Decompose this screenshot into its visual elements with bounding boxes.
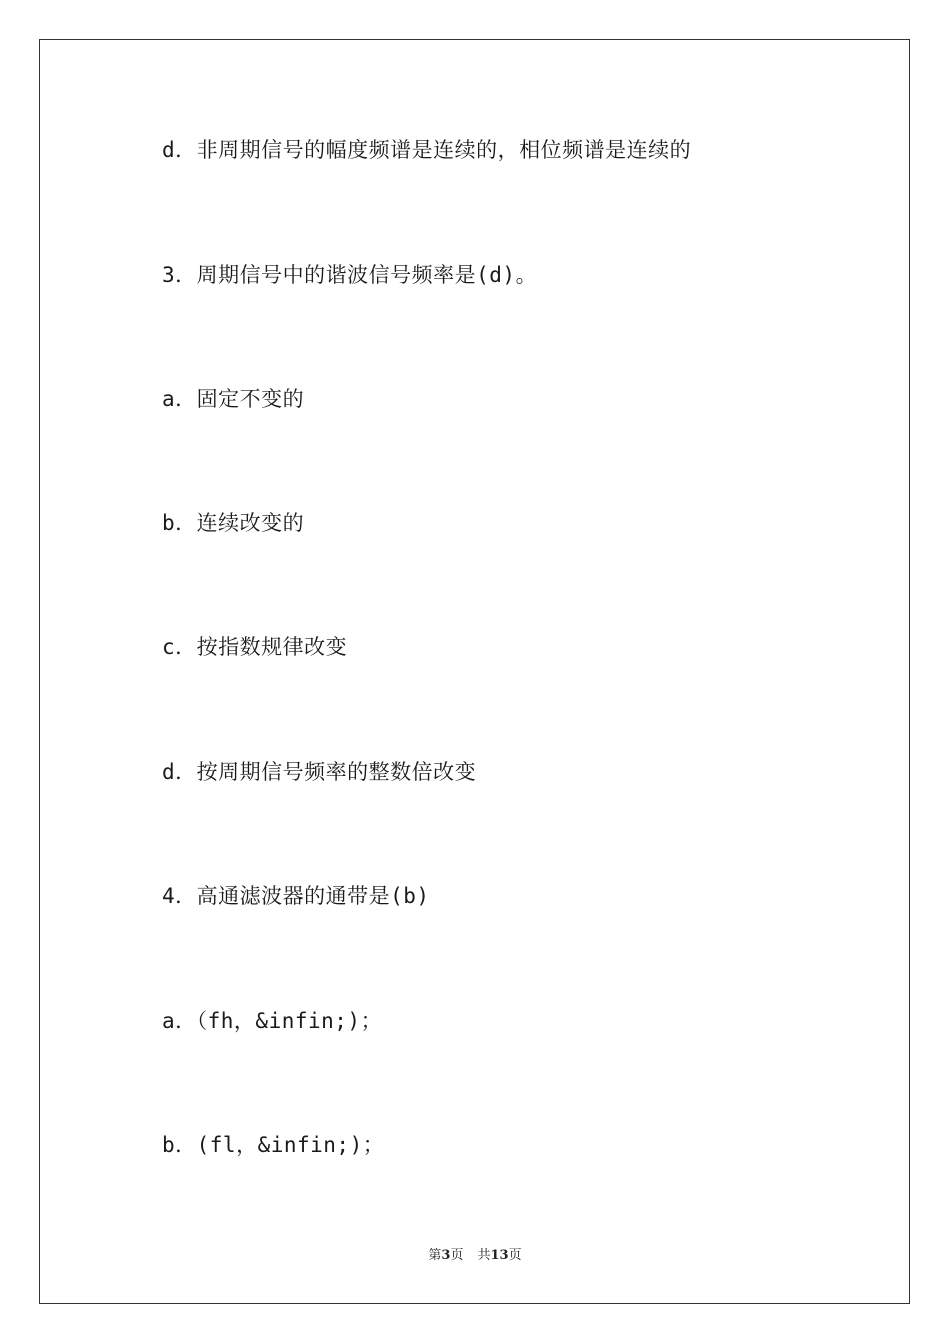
option-b-line: b．(fl，&infin;)；: [162, 1133, 385, 1157]
option-a-line: a．固定不变的: [162, 387, 305, 411]
total-prefix: 共: [477, 1248, 491, 1263]
page-suffix: 页: [450, 1248, 464, 1263]
option-c-line: c．按指数规律改变: [162, 635, 348, 659]
question-4-line: 4．高通滤波器的通带是(b): [162, 884, 430, 908]
option-d-line: d．非周期信号的幅度频谱是连续的，相位频谱是连续的: [162, 138, 692, 162]
question-3-line: 3．周期信号中的谐波信号频率是(d)。: [162, 263, 538, 287]
total-pages: 13: [490, 1248, 509, 1263]
option-b-line: b．连续改变的: [162, 511, 305, 535]
page-border: [39, 39, 910, 1304]
total-suffix: 页: [508, 1248, 522, 1263]
option-d-line: d．按周期信号频率的整数倍改变: [162, 760, 477, 784]
page-footer: [0, 1248, 950, 1264]
option-a-line: a．（fh，&infin;)；: [162, 1009, 383, 1033]
page-number: 3: [441, 1248, 451, 1263]
page-prefix: 第: [428, 1248, 442, 1263]
